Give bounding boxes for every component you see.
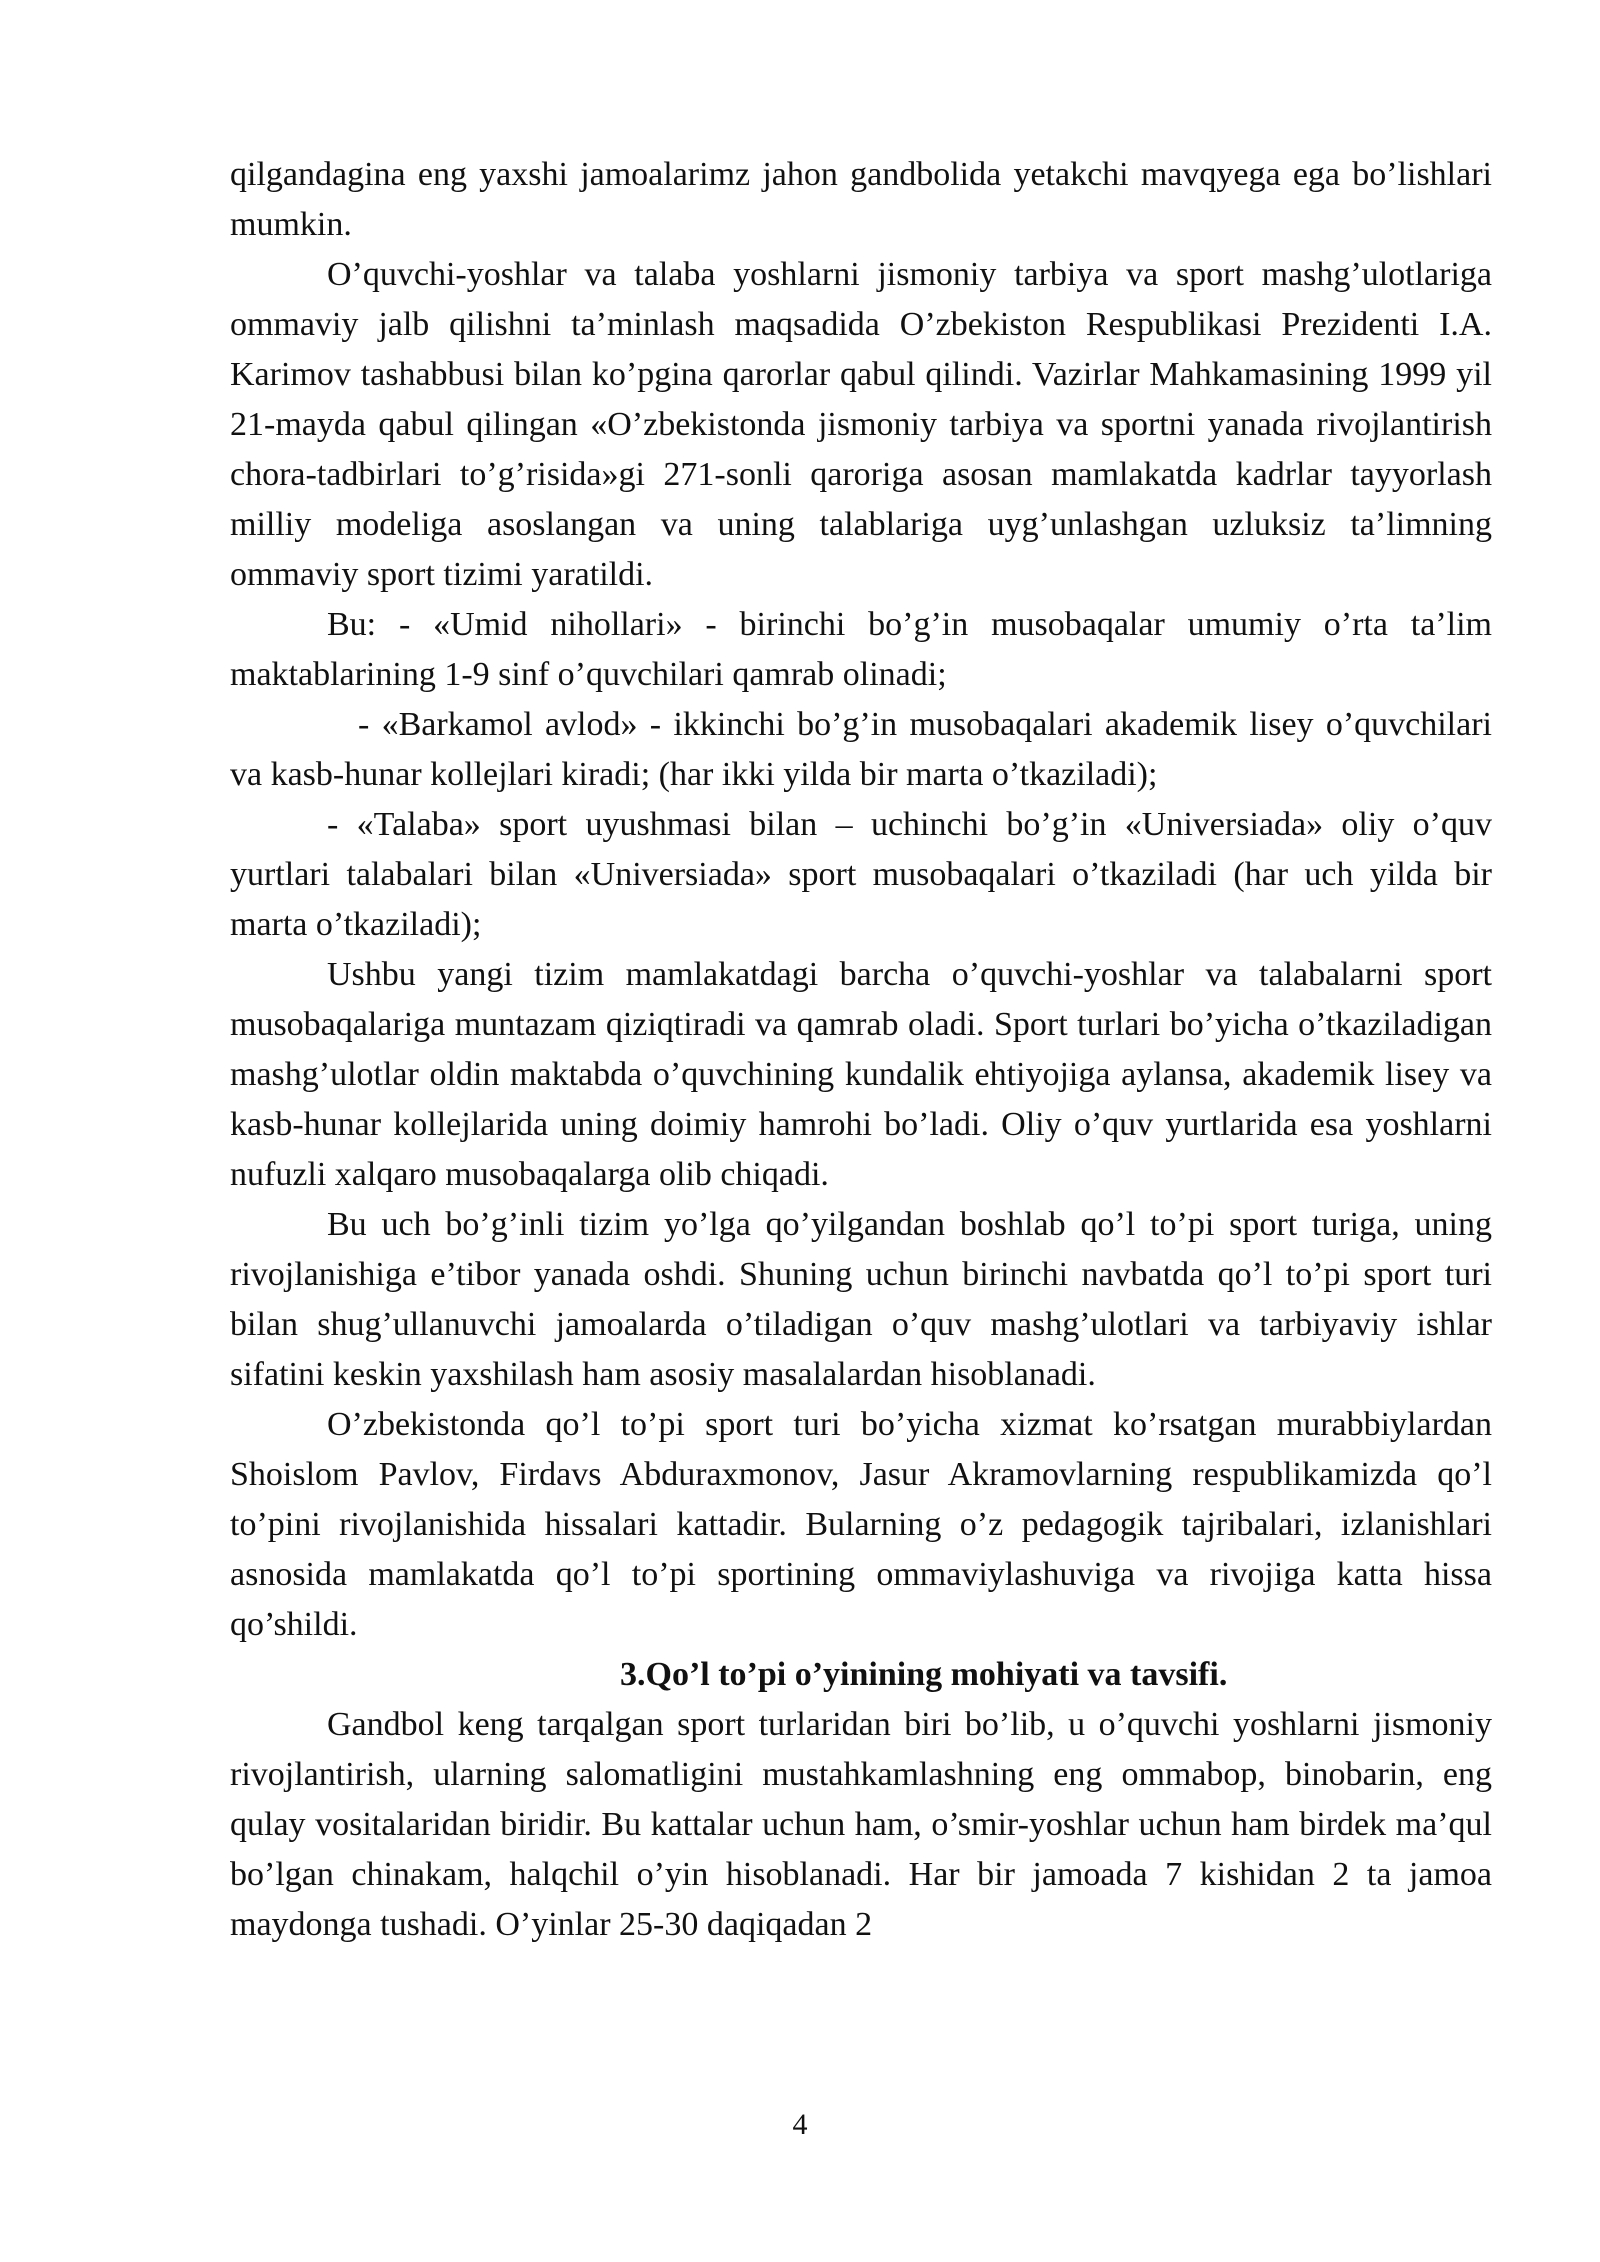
paragraph-three-tier-attention: Bu uch bo’g’inli tizim yo’lga qo’yilgandan boshlab qo’l to’pi sport turiga, uning rivojlanishiga e’tibor yanada oshdi. Shuning uchun birinchi navbatda qo’l to’pi sport turi bilan shug’ullanuvchi jamoalarda o’tiladigan o’quv mashg’ulotlari va tarbiyaviy ishlar sifatini keskin yaxshilash ham asosiy masalalardan hisoblanadi. bbox=[230, 1206, 1492, 1393]
paragraph-new-system: Ushbu yangi tizim mamlakatdagi barcha o’quvchi-yoshlar va talabalarni sport musobaqalariga muntazam qiziqtiradi va qamrab oladi. Sport turlari bo’yicha o’tkaziladigan mashg’ulotlar oldin maktabda o’quvchining kundalik ehtiyojiga aylansa, akademik lisey va kasb-hunar kollejlarida uning doimiy hamrohi bo’ladi. Oliy o’quv yurtlarida esa yoshlarni nufuzli xalqaro musobaqalarga olib chiqadi. bbox=[230, 956, 1492, 1193]
paragraph-first-tier: Bu: - «Umid nihollari» - birinchi bo’g’in musobaqalar umumiy o’rta ta’lim maktablarining 1-9 sinf o’quvchilari qamrab olinadi; bbox=[230, 606, 1492, 693]
paragraph-third-tier: - «Talaba» sport uyushmasi bilan – uchinchi bo’g’in «Universiada» oliy o’quv yurtlari talabalari bilan «Universiada» sport musobaqalari o’tkaziladi (har uch yilda bir marta o’tkaziladi); bbox=[230, 806, 1492, 943]
section-heading: 3.Qo’l to’pi o’yinining mohiyati va tavsifi. bbox=[620, 1656, 1228, 1693]
paragraph-continuation: qilgandagina eng yaxshi jamoalarimz jahon gandbolida yetakchi mavqyega ega bo’lishlari mumkin. bbox=[230, 156, 1492, 243]
paragraph-handball-description: Gandbol keng tarqalgan sport turlaridan biri bo’lib, u o’quvchi yoshlarni jismoniy rivojlantirish, ularning salomatligini mustahkamlashning eng ommabop, binobarin, eng qulay vositalaridan biridir. Bu kattalar uchun ham, o’smir-yoshlar uchun ham birdek ma’qul bo’lgan chinakam, halqchil o’yin hisoblanadi. Har bir jamoada 7 kishidan 2 ta jamoa maydonga tushadi. O’yinlar 25-30 daqiqadan 2 bbox=[230, 1706, 1492, 1943]
paragraph-youth-sport-system: O’quvchi-yoshlar va talaba yoshlarni jismoniy tarbiya va sport mashg’ulotlariga ommaviy jalb qilishni ta’minlash maqsadida O’zbekiston Respublikasi Prezidenti I.A. Karimov tashabbusi bilan ko’pgina qarorlar qabul qilindi. Vazirlar Mahkamasining 1999 yil 21-mayda qabul qilingan «O’zbekistonda jismoniy tarbiya va sportni yanada rivojlantirish chora-tadbirlari to’g’risida»gi 271-sonli qaroriga asosan mamlakatda kadrlar tayyorlash milliy modeliga asoslangan va uning talablariga uyg’unlashgan uzluksiz ta’limning ommaviy sport tizimi yaratildi. bbox=[230, 256, 1492, 593]
document-body bbox=[230, 150, 1492, 1950]
page-number: 4 bbox=[792, 2108, 808, 2141]
paragraph-second-tier: - «Barkamol avlod» - ikkinchi bo’g’in musobaqalari akademik lisey o’quvchilari va kasb-hunar kollejlari kiradi; (har ikki yilda bir marta o’tkaziladi); bbox=[230, 706, 1492, 793]
paragraph-coaches: O’zbekistonda qo’l to’pi sport turi bo’yicha xizmat ko’rsatgan murabbiylardan Shoislom Pavlov, Firdavs Abduraxmonov, Jasur Akramovlarning respublikamizda qo’l to’pini rivojlanishida hissalari kattadir. Bularning o’z pedagogik tajribalari, izlanishlari asnosida mamlakatda qo’l to’pi sportining ommaviylashuviga va rivojiga katta hissa qo’shildi. bbox=[230, 1406, 1492, 1643]
